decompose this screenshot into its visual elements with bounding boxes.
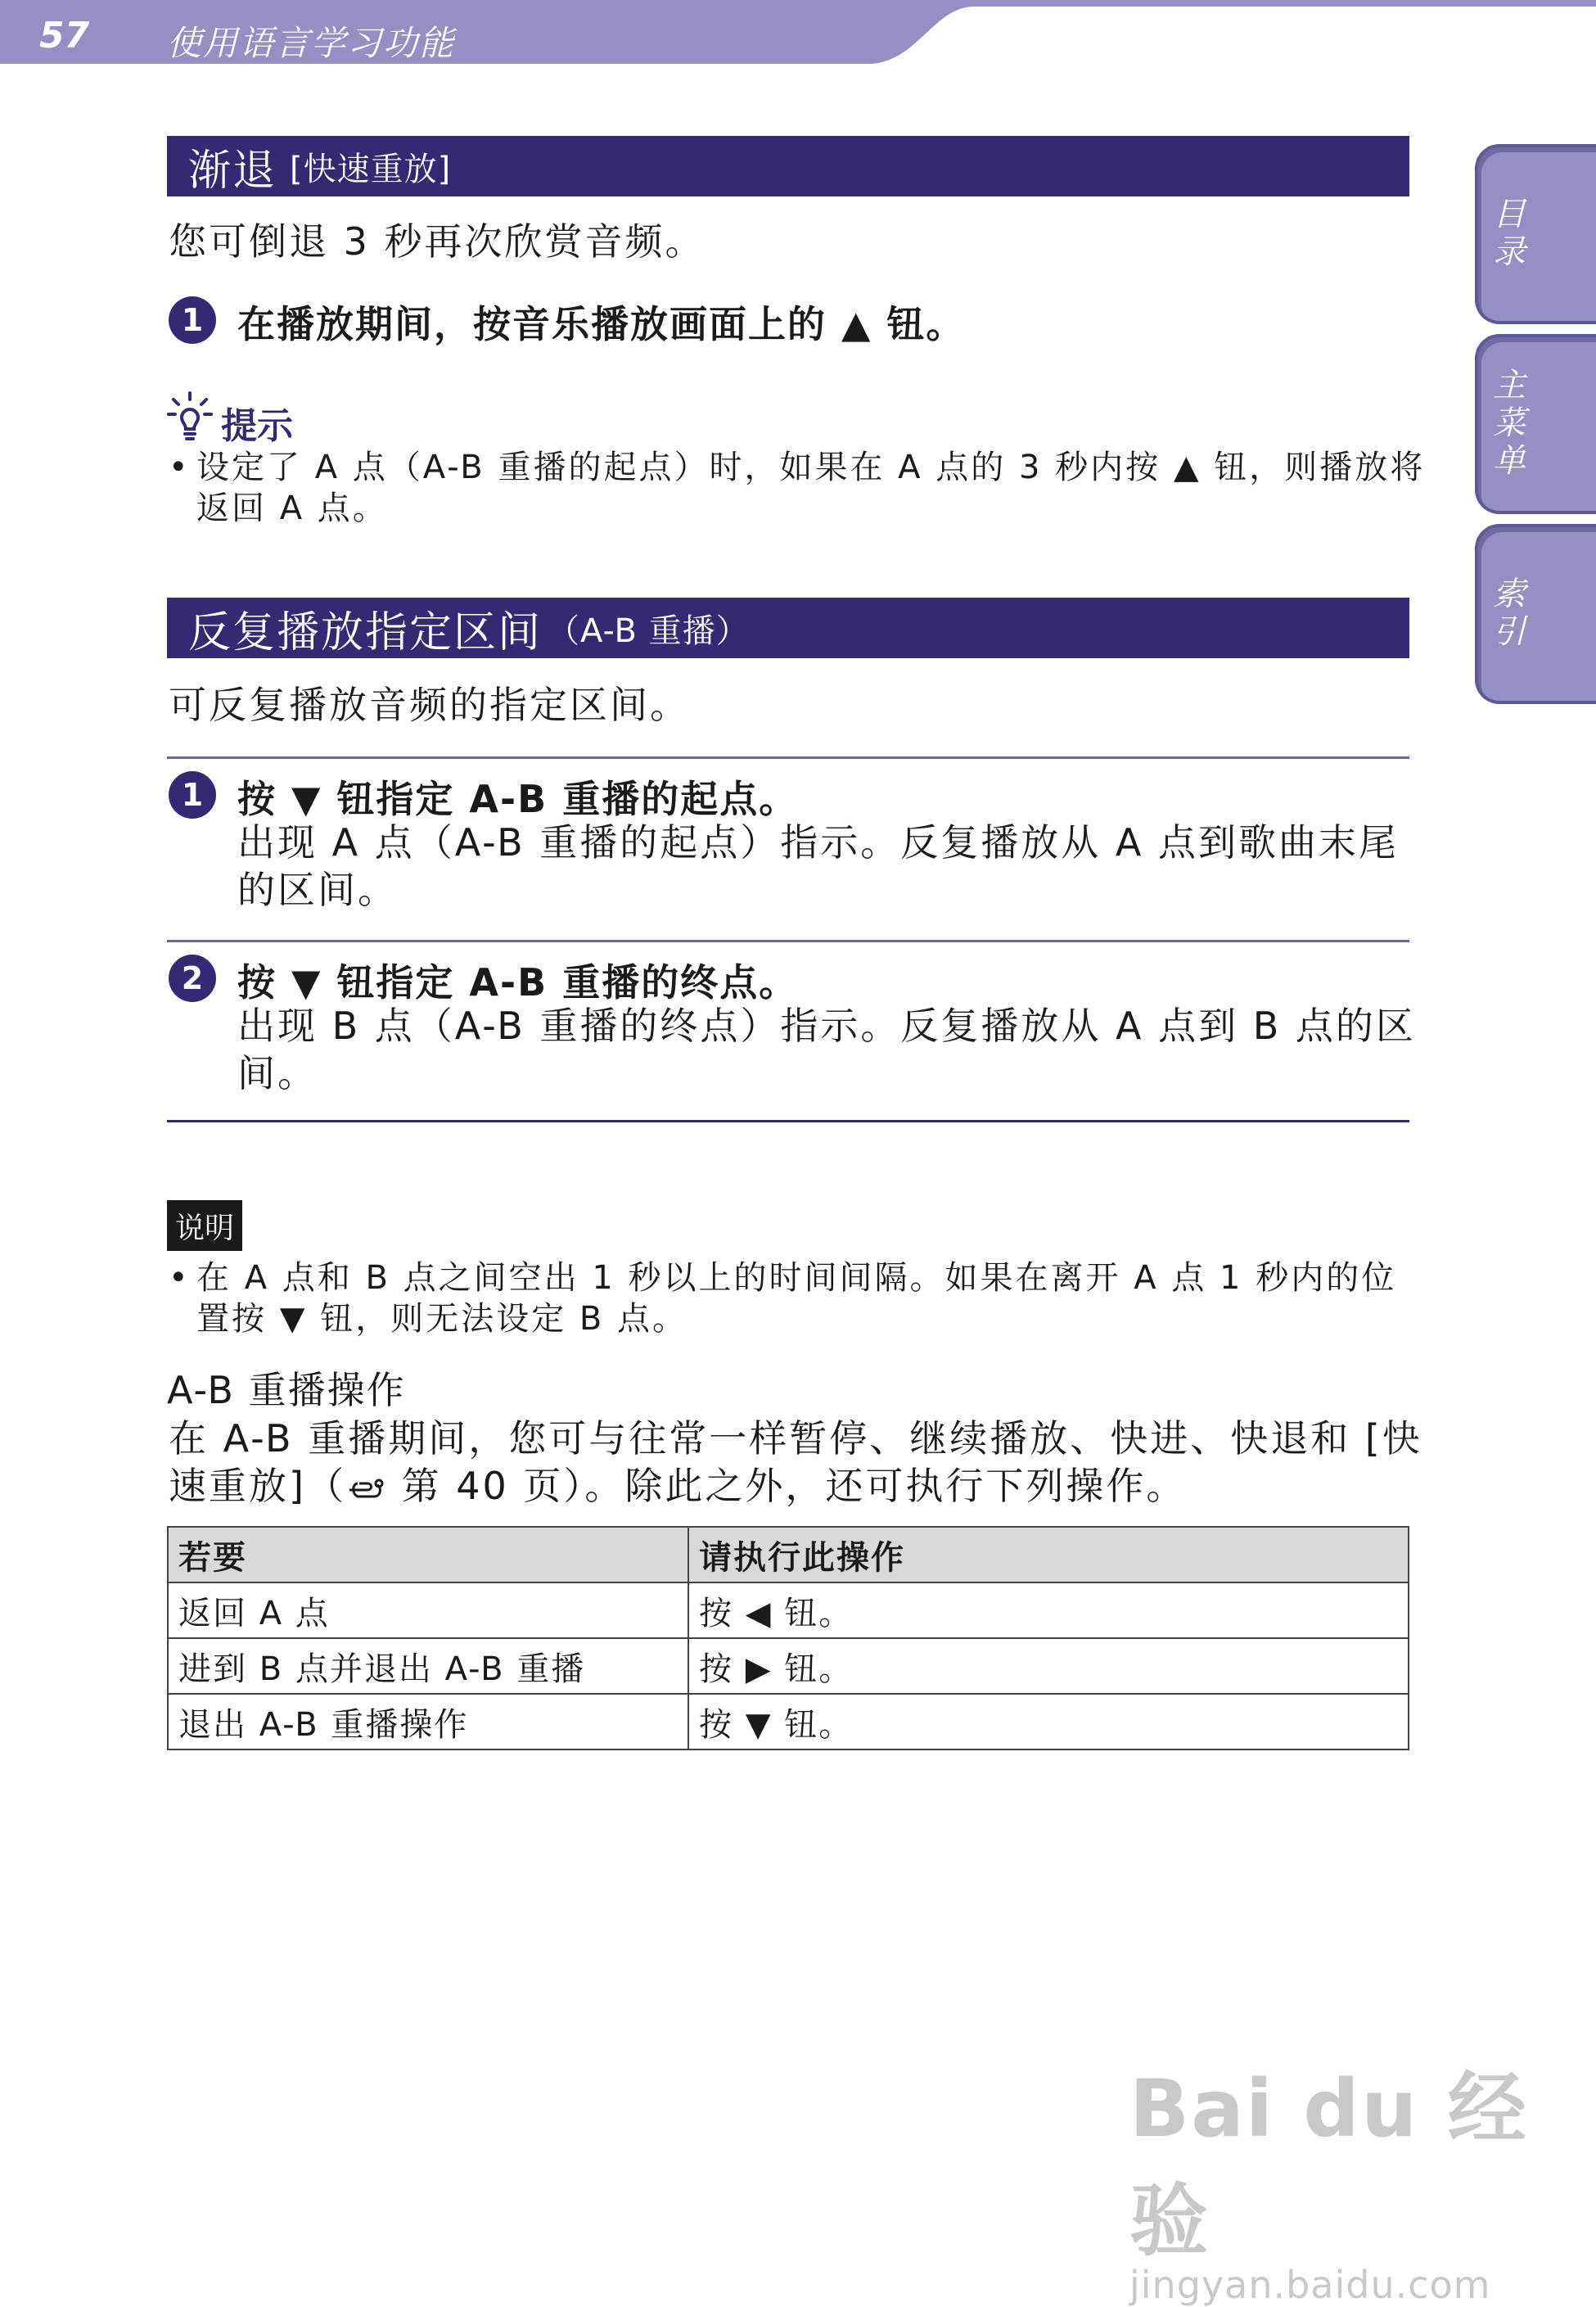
note-label: 说明	[167, 1200, 242, 1251]
table-cell: 返回 A 点	[168, 1582, 688, 1638]
paragraph-line: 在 A-B 重播期间，您可与往常一样暂停、继续播放、快进、快退和 [快	[169, 1416, 1422, 1460]
step-description	[237, 819, 1399, 914]
watermark-logo-text: Bai du 经验	[1129, 2063, 1528, 2267]
section-title: 反复播放指定区间	[188, 607, 543, 657]
table-header-row	[168, 1527, 1409, 1582]
tab-toc-label: 目录	[1487, 196, 1526, 272]
tab-main-menu-label: 主菜单	[1487, 368, 1526, 481]
watermark-url: jingyan.baidu.com	[1129, 2263, 1491, 2307]
section-subtitle: （A-B 重播）	[547, 612, 750, 650]
step-title: 按 ▼ 钮指定 A-B 重播的终点。	[237, 960, 799, 1005]
tab-index[interactable]	[1475, 524, 1596, 704]
table-cell: 按 ◀ 钮。	[688, 1582, 1409, 1638]
step-description-line: 出现 A 点（A-B 重播的起点）指示。反复播放从 A 点到歌曲末尾	[237, 820, 1400, 865]
table-cell: 退出 A-B 重播操作	[168, 1694, 688, 1749]
note-line: 置按 ▼ 钮，则无法设定 B 点。	[196, 1300, 688, 1338]
section-intro: 可反复播放音频的指定区间。	[169, 683, 690, 727]
lightbulb-icon	[167, 391, 213, 444]
step-description-line: 间。	[237, 1051, 318, 1095]
hint-title: 提示	[221, 405, 293, 447]
step-description-line: 出现 B 点（A-B 重播的终点）指示。反复播放从 A 点到 B 点的区	[237, 1004, 1416, 1048]
divider	[167, 1120, 1409, 1122]
operations-table	[167, 1526, 1409, 1750]
watermark	[1129, 2047, 1596, 2307]
paragraph-text: 第 40 页）。除此之外，还可执行下列操作。	[386, 1464, 1187, 1508]
section-intro: 您可倒退 3 秒再次欣赏音频。	[169, 219, 706, 264]
hint-bullet: • 设定了 A 点（A-B 重播的起点）时，如果在 A 点的 3 秒内按 ▲ 钮，则播放将 返回 A 点。	[169, 449, 1426, 527]
divider	[167, 756, 1409, 759]
tab-toc[interactable]	[1475, 144, 1596, 324]
paragraph-line	[169, 1462, 1422, 1510]
step-number-badge: 1	[169, 771, 216, 819]
step-title: 在播放期间，按音乐播放画面上的 ▲ 钮。	[237, 302, 966, 346]
hint-line: 设定了 A 点（A-B 重播的起点）时，如果在 A 点的 3 秒内按 ▲ 钮，则播放将	[196, 449, 1426, 486]
table-header-cell: 请执行此操作	[688, 1527, 1409, 1582]
section-subtitle: [快速重放]	[290, 150, 452, 188]
step-number-badge: 2	[169, 955, 216, 1002]
step-description-line: 的区间。	[237, 868, 398, 912]
subsection-paragraph	[169, 1415, 1422, 1510]
section-title: 渐退	[188, 146, 277, 196]
hint-line: 返回 A 点。	[196, 490, 388, 527]
divider	[167, 940, 1409, 942]
page-number: 57	[39, 15, 90, 56]
page-reference-icon[interactable]	[346, 1475, 387, 1503]
chapter-title: 使用语言学习功能	[167, 23, 456, 63]
step-description	[237, 1002, 1416, 1097]
table-row	[168, 1582, 1409, 1638]
step-number-badge: 1	[169, 296, 216, 344]
table-cell: 按 ▶ 钮。	[688, 1638, 1409, 1694]
table-cell: 按 ▼ 钮。	[688, 1694, 1409, 1749]
tab-main-menu[interactable]	[1475, 334, 1596, 514]
step-title: 按 ▼ 钮指定 A-B 重播的起点。	[237, 777, 799, 821]
table-row	[168, 1694, 1409, 1749]
table-row	[168, 1638, 1409, 1694]
section-header-ab-repeat	[167, 598, 1409, 658]
table-header-cell: 若要	[168, 1527, 688, 1582]
note-bullet: • 在 A 点和 B 点之间空出 1 秒以上的时间间隔。如果在离开 A 点 1 秒内的位 置按 ▼ 钮，则无法设定 B 点。	[169, 1259, 1397, 1338]
table-cell: 进到 B 点并退出 A-B 重播	[168, 1638, 688, 1694]
note-line: 在 A 点和 B 点之间空出 1 秒以上的时间间隔。如果在离开 A 点 1 秒内的位	[196, 1259, 1397, 1297]
paragraph-text: 速重放]（	[169, 1464, 346, 1508]
section-header-rewind	[167, 136, 1409, 196]
tab-index-label: 索引	[1487, 576, 1526, 652]
subsection-title: A-B 重播操作	[167, 1368, 406, 1412]
